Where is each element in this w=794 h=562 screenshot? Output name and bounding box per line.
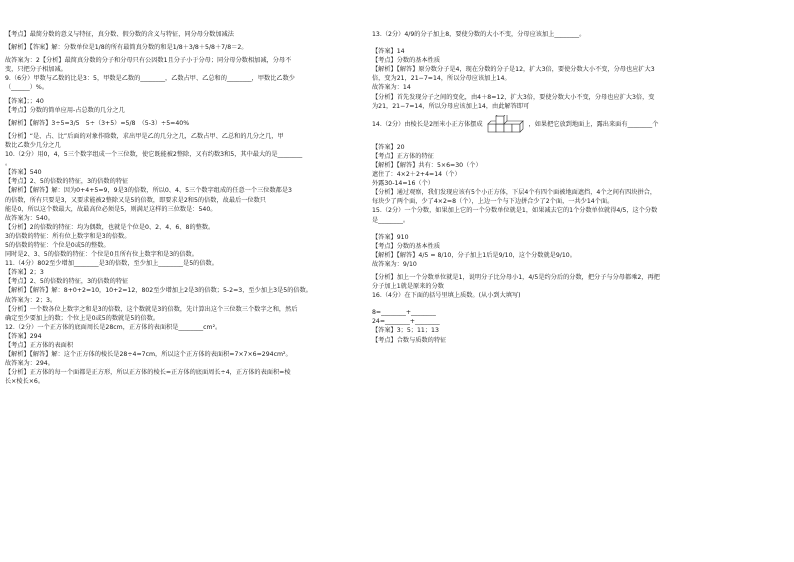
text-line: 【分析】通过观察，我们发现应该有5个小正方体，下层4个有四个面被地面遮挡，4个之间有四块拼合， xyxy=(372,189,657,197)
text-line: 【分析】一个数各位上数字之和是3的倍数，这个数就是3的倍数，先计算出这个三位数三个数字之和，然后 xyxy=(5,305,298,313)
text-line: 【答案】910 xyxy=(372,233,409,241)
text-line: 8=________+________ xyxy=(372,309,436,317)
text-line: 为21，21−7=14，所以分母应该加上14，由此解答即可 xyxy=(372,102,530,110)
text-line: 【考点】2、5的倍数的特征，3的倍数的特征 xyxy=(5,178,129,186)
text-line: 【答案】3；5；11；13 xyxy=(372,327,439,335)
right-column xyxy=(372,30,772,345)
text-line: 【考点】正方体的特征 xyxy=(372,152,434,160)
text-line: 24=________+________ xyxy=(372,318,440,326)
text-line: 【分析】加上一个分数单位就是1，说明分子比分母小1，4/5是约分后的分数，把分子与分母都乘2，再把 xyxy=(372,273,660,281)
text-line: 【答案】；；40 xyxy=(5,97,44,105)
question-11: 11.（4分）802至少增加________是3的倍数，至少加上________是5的倍数。 xyxy=(5,260,218,268)
text-line: 【答案】540 xyxy=(5,169,42,177)
question-15: 15.（2分）一个分数，如果加上它的一个分数单位就是1，如果减去它的1个分数单位就得4/5，这个分数 xyxy=(372,207,658,215)
question-14 xyxy=(372,115,772,135)
text-line: 分子加上1就是原来的分数 xyxy=(372,283,444,291)
text-line: 遮住了：4×2＋2+4=14（个） xyxy=(372,171,461,179)
text-line: 【解析】【解答】4/5 = 8/10，分子加上1后是9/10，这个分数就是9/10。 xyxy=(372,251,576,259)
question-9: 9.（6分）甲数与乙数的比是3：5，甲数是乙数的________，乙数占甲、乙总和的________，甲数比乙数少 xyxy=(5,75,295,83)
q14-text-before: 14.（2分）由棱长是2厘米小正方体摆成 xyxy=(372,120,483,128)
text-line: 【考点】分数的基本性质 xyxy=(372,242,441,250)
question-12: 12.（2分）一个正方体的底面周长是28cm，正方体的表面积是________cm²。 xyxy=(5,323,222,331)
text-line: 【考点】正方体的表面积 xyxy=(5,342,74,349)
text-line: 【解析】【解答】解：8+0+2=10，10+2=12，802至少增加上2是3的倍数；5-2=3，至少加上3是5的倍数。 xyxy=(5,287,312,295)
text-line: 。 xyxy=(5,160,12,168)
text-line: 3的倍数的特征：所有位上数字和是3的倍数。 xyxy=(5,232,131,240)
text-line: 【考点】合数与质数的特征 xyxy=(372,336,447,344)
question-10: 10.（2分）用0，4，5三个数字组成一个三位数，使它既能被2整除，又有约数3和5，其中最大的是________ xyxy=(5,151,303,159)
text-line: 倍，变为21，21−7=14，所以分母应该加上14。 xyxy=(372,75,511,83)
text-line: 每块少了两个面，少了4×2=8（个），上边一个与下边拼合少了2个面，一共少14个面。 xyxy=(372,198,614,206)
text-line: 【解析】【答案】解：分数单位是1/8的所有最简真分数的和是1/8＋3/8＋5/8＋7/8＝2。 xyxy=(5,44,248,52)
text-line: 外露30-14=16（个） xyxy=(372,180,434,188)
text-line: 【考点】最简分数的意义与特征，真分数、假分数的含义与特征，同分母分数加减法 xyxy=(5,31,234,38)
text-line: 【解析】【解答】共有：5×6=30（个） xyxy=(372,161,482,169)
text-line: （______）%。 xyxy=(5,84,49,92)
text-line: 【解析】【解答】原分数分子是4，现在分数的分子是12，扩大3倍，要使分数大小不变，分母也应扩大3 xyxy=(372,66,655,74)
text-line: 【答案】20 xyxy=(372,143,405,151)
text-line: 同时是2、3、5的倍数的特征：个位是0且所有位上数字和是3的倍数。 xyxy=(5,251,198,259)
text-line: 变，只把分子相加减。 xyxy=(5,66,67,74)
text-line: 【解析】【解答】解：这个正方体的棱长是28÷4=7cm，所以这个正方体的表面积=7×7×6=294cm²。 xyxy=(5,351,292,359)
text-line: 【分析】正方体的每一个面都是正方形，所以正方体的棱长=正方体的底面周长÷4，正方体的表面积=棱 xyxy=(5,369,291,377)
text-line: 确定至少要加上的数；个位上是0或5的数就是5的倍数。 xyxy=(5,314,160,322)
text-line: 故答案为：9/10 xyxy=(372,260,417,268)
text-line: 数比乙数少几分之几 xyxy=(5,141,61,149)
cube-stack-figure xyxy=(486,115,526,133)
text-line: 故答案为：540。 xyxy=(5,214,54,222)
text-line: 【考点】分数的简单应用-占总数的几分之几 xyxy=(5,106,125,114)
text-line: 是________。 xyxy=(372,216,410,224)
text-line: 【分析】“是、占、比”后面的对象作除数，求出甲是乙的几分之几，乙数占甲、乙总和的几分之几，甲 xyxy=(5,132,284,140)
text-line: 能是0，所以这个数最大，故最高位必须是5，则满足这样的三位数是：540。 xyxy=(5,205,217,213)
text-line: 5的倍数的特征：个位是0或5的整数。 xyxy=(5,241,110,249)
text-line: 【分析】2的倍数的特征：均为偶数，也就是个位是0、2、4、6、8的整数。 xyxy=(5,223,215,231)
left-column xyxy=(5,30,365,386)
text-line: 故答案为：2【分析】最简真分数的分子和分母只有公因数1且分子小于分母；同分母分数相加减，分母不 xyxy=(5,57,292,65)
text-line: 【解析】【解答】3÷5=3/5 5÷（3+5）=5/8 （5-3）÷5=40% xyxy=(5,119,190,127)
text-line: 【解析】【解答】解：因为0+4+5=9，9是3的倍数，所以0、4、5三个数字组成的任意一个三位数都是3 xyxy=(5,187,292,195)
text-line: 【答案】294 xyxy=(5,332,42,340)
text-line: 故答案为：2；3。 xyxy=(5,296,57,304)
q14-text-after: ，如果把它放到地面上，露出来面有________个 xyxy=(528,120,659,128)
text-line: 【分析】首先发现分子之间的变化，由4＋8=12，扩大3倍，要使分数大小不变，分母也应扩大3倍，变 xyxy=(372,93,655,101)
text-line: 【答案】2；3 xyxy=(5,269,44,277)
text-line: 故答案为：14 xyxy=(372,84,411,92)
text-line: 故答案为：294。 xyxy=(5,360,54,368)
text-line: 【答案】14 xyxy=(372,48,405,56)
text-line: 【考点】2、5的倍数的特征，3的倍数的特征 xyxy=(5,278,129,286)
text-line: 【考点】分数的基本性质 xyxy=(372,57,441,65)
question-13: 13.（2分）4/9的分子加上8，要使分数的大小不变，分母应该加上________。 xyxy=(372,31,586,38)
text-line: 长×棱长×6。 xyxy=(5,378,45,386)
question-16: 16.（4分）在下面的括号里填上质数。(从小到大填写) xyxy=(372,292,521,300)
text-line: 的倍数，所有只要是3，又要求能被2整除又是5的倍数，即要求是2和5的倍数，故最后一位数只 xyxy=(5,196,266,204)
